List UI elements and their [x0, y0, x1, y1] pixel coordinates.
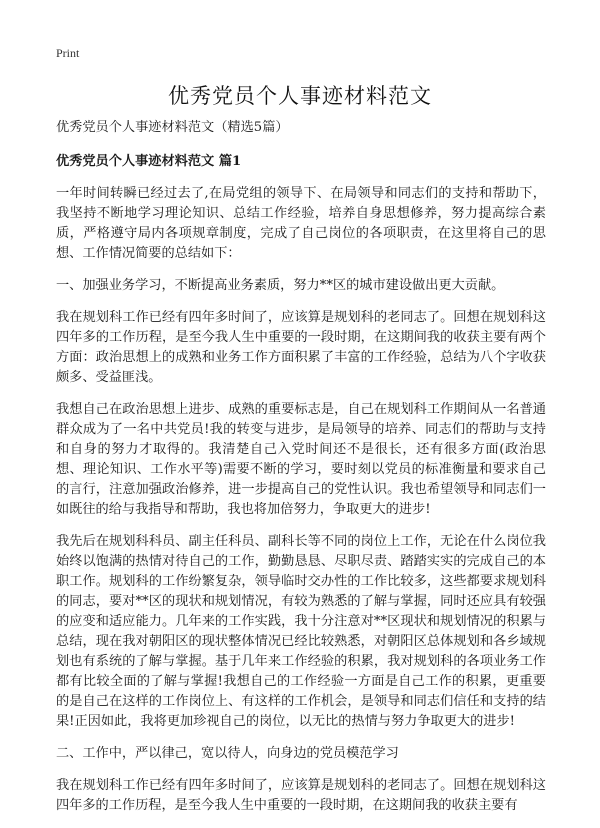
document-body [56, 118, 546, 828]
document-title: 优秀党员个人事迹材料范文 [168, 84, 432, 108]
paragraph-5: 我先后在规划科科员、副主任科员、副科长等不同的岗位上工作，无论在什么岗位我始终以饱满的热情对待自己的工作，勤勤恳恳、尽职尽责、踏踏实实的完成自己的本职工作。规划科的工作纷繁复杂，领导临时交办性的工作比较多，这些都要求规划科的同志，要对**区的现状和规划情况，有较为熟悉的了解与掌握，同时还应具有较强的应变和适应能力。几年来的工作实践，我十分注意对**区现状和规划情况的积累与总结，现在我对朝阳区的现状整体情况已经比较熟悉，对朝阳区总体规划和各乡域规划也有系统的了解与掌握。基于几年来工作经验的积累，我对规划科的各项业务工作都有比较全面的了解与掌握!我想自己的工作经验一方面是自己工作的积累，更重要的是自己在这样的工作岗位上、有这样的工作机会，是领导和同志们信任和支持的结果!正因如此，我将更加珍视自己的岗位，以无比的热情与努力争取更大的进步! [56, 534, 546, 729]
paragraph-6-heading: 二、工作中，严以律己，宽以待人，向身边的党员模范学习 [56, 746, 399, 761]
paragraph-7: 我在规划科工作已经有四年多时间了，应该算是规划科的老同志了。回想在规划科这四年多的工作历程，是至今我人生中重要的一段时期，在这期间我的收获主要有 [56, 778, 546, 813]
paragraph-2-heading: 一、加强业务学习，不断提高业务素质，努力**区的城市建设做出更大贡献。 [56, 278, 505, 293]
paragraph-1: 一年时间转瞬已经过去了,在局党组的领导下、在局领导和同志们的支持和帮助下，我坚持不断地学习理论知识、总结工作经验，培养自身思想修养，努力提高综合素质，严格遵守局内各项规章制度，完成了自己岗位的各项职责，在这里将自己的思想、工作情况简要的总结如下： [56, 186, 546, 261]
paragraph-4: 我想自己在政治思想上进步、成熟的重要标志是，自己在规划科工作期间从一名普通群众成为了一名中共党员!我的转变与进步，是局领导的培养、同志们的帮助与支持和自身的努力才取得的。我清楚自己入党时间还不是很长，还有很多方面(政治思想、理论知识、工作水平等)需要不断的学习，要时刻以党员的标准衡量和要求自己的言行，注意加强政治修养，进一步提高自己的党性认识。我也希望领导和同志们一如既往的给与我指导和帮助，我也将加倍努力，争取更大的进步! [56, 402, 546, 517]
document-subtitle: 优秀党员个人事迹材料范文（精选5篇） [56, 120, 289, 135]
paragraph-3: 我在规划科工作已经有四年多时间了，应该算是规划科的老同志了。回想在规划科这四年多的工作历程，是至今我人生中重要的一段时期，在这期间我的收获主要有两个方面：政治思想上的成熟和业务工作方面积累了丰富的工作经验，总结为八个字收获颇多、受益匪浅。 [56, 310, 546, 385]
section-heading: 优秀党员个人事迹材料范文 篇1 [56, 154, 242, 169]
print-label: Print [56, 46, 80, 60]
